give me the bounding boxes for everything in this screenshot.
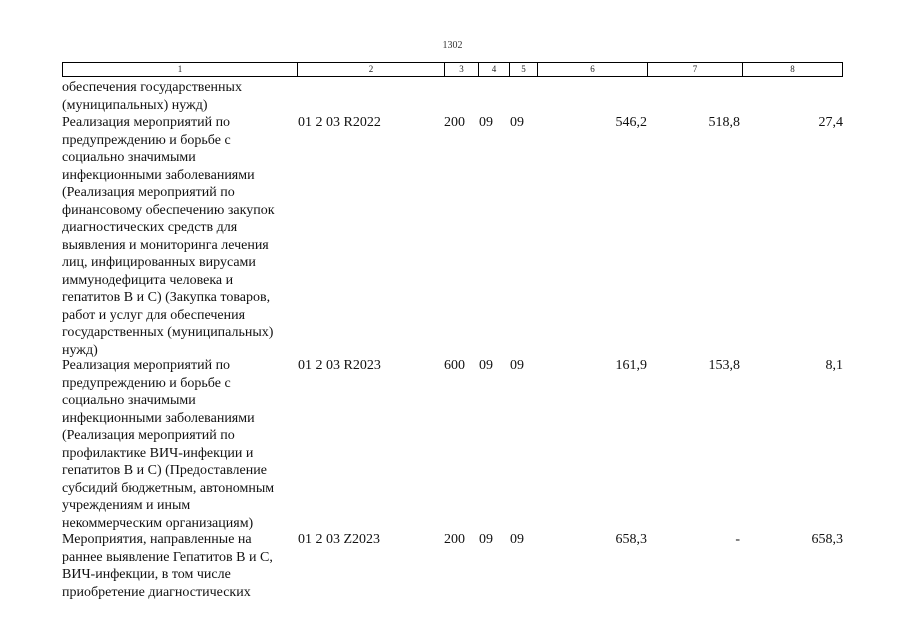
header-col-2: 2 — [297, 62, 445, 77]
row-col-5: 09 — [510, 358, 524, 373]
row-col-7: - — [735, 532, 740, 547]
row-col-4: 09 — [479, 532, 493, 547]
row-description: Реализация мероприятий по предупреждению и борьбе с социально значимыми инфекционными заболеваниями (Реализация мероприятий по финансовому обеспечению закупок диагностических средств для выявления и мониторинга лечения лиц, инфицированных вирусами иммунодефицита человека и гепатитов B и C) (Закупка товаров, работ и услуг для обеспечения государственных (муниципальных) нужд) — [62, 115, 275, 358]
page-number: 1302 — [442, 40, 463, 51]
header-col-6: 6 — [537, 62, 648, 77]
row-col-5: 09 — [510, 532, 524, 547]
row-code: 01 2 03 R2022 — [298, 115, 381, 130]
header-col-5: 5 — [509, 62, 538, 77]
row-col-3: 200 — [444, 115, 465, 130]
row-col-6: 546,2 — [615, 115, 647, 130]
row-col-8: 658,3 — [811, 532, 843, 547]
row-code: 01 2 03 R2023 — [298, 358, 381, 373]
row-col-4: 09 — [479, 115, 493, 130]
row-col-4: 09 — [479, 358, 493, 373]
row-col-8: 27,4 — [818, 115, 843, 130]
header-col-1: 1 — [62, 62, 298, 77]
row-col-8: 8,1 — [825, 358, 843, 373]
row-description: Реализация мероприятий по предупреждению и борьбе с социально значимыми инфекционными заболеваниями (Реализация мероприятий по профилактике ВИЧ-инфекции и гепатитов B и C) (Предоставление субсидий бюджетным, автономным учреждениям и иным некоммерческим организациям) — [62, 358, 275, 531]
header-col-4: 4 — [478, 62, 510, 77]
header-col-7: 7 — [647, 62, 743, 77]
row-code: 01 2 03 Z2023 — [298, 532, 381, 547]
row-col-7: 153,8 — [708, 358, 740, 373]
row-col-6: 161,9 — [615, 358, 647, 373]
row-description: Мероприятия, направленные на раннее выявление Гепатитов В и С, ВИЧ-инфекции, в том числе приобретение диагностических — [62, 532, 273, 600]
row-col-5: 09 — [510, 115, 524, 130]
header-col-8: 8 — [742, 62, 843, 77]
row-col-3: 600 — [444, 358, 465, 373]
row-col-3: 200 — [444, 532, 465, 547]
header-col-3: 3 — [444, 62, 479, 77]
continuation-text: обеспечения государственных (муниципальных) нужд) — [62, 80, 242, 113]
row-col-7: 518,8 — [708, 115, 740, 130]
row-col-6: 658,3 — [615, 532, 647, 547]
